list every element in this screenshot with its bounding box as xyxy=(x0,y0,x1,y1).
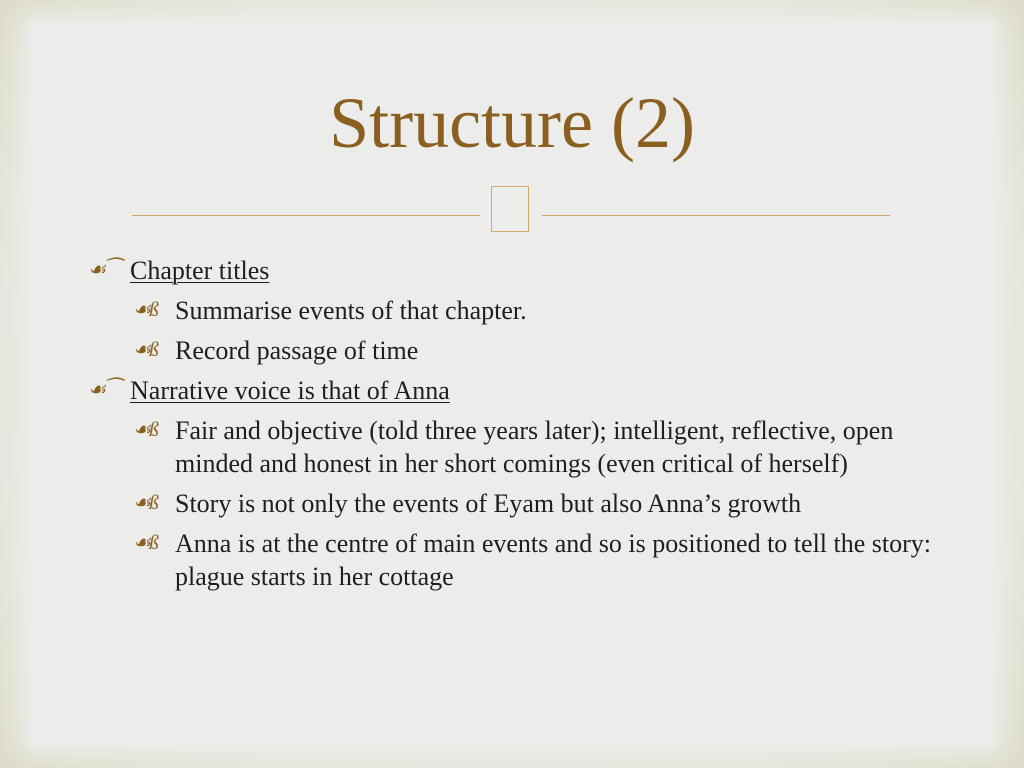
bullet-icon: ☙⁀ xyxy=(88,379,119,401)
list-subitem-text: Summarise events of that chapter. xyxy=(175,296,527,325)
list-subitem-text: Fair and objective (told three years later); intelligent, reflective, open minded and honest in her short comings (even critical of herself) xyxy=(175,416,894,478)
list-subitem-text: Anna is at the centre of main events and so is positioned to tell the story: plague starts in her cottage xyxy=(175,529,932,591)
bullet-list xyxy=(88,254,948,600)
slide-title: Structure (2) xyxy=(329,83,695,163)
sub-bullet-icon: ☙ß xyxy=(133,299,157,321)
list-subitem-text: Record passage of time xyxy=(175,336,419,365)
title-divider-left xyxy=(132,215,480,216)
sub-bullet-icon: ☙ß xyxy=(133,532,157,554)
list-item xyxy=(88,254,948,287)
list-item-heading: Narrative voice is that of Anna xyxy=(130,376,450,405)
list-item xyxy=(88,374,948,407)
list-subitem-text: Story is not only the events of Eyam but also Anna’s growth xyxy=(175,489,802,518)
sub-bullet-icon: ☙ß xyxy=(133,419,157,441)
list-item-heading: Chapter titles xyxy=(130,256,270,285)
title-divider-ornament xyxy=(491,186,529,232)
title-divider-right xyxy=(542,215,890,216)
bullet-icon: ☙⁀ xyxy=(88,259,119,281)
list-subitem xyxy=(133,414,935,480)
list-subitem xyxy=(133,294,935,327)
list-subitem xyxy=(133,527,935,593)
sub-bullet-icon: ☙ß xyxy=(133,492,157,514)
list-subitem xyxy=(133,334,935,367)
list-subitem xyxy=(133,487,935,520)
sub-bullet-icon: ☙ß xyxy=(133,339,157,361)
